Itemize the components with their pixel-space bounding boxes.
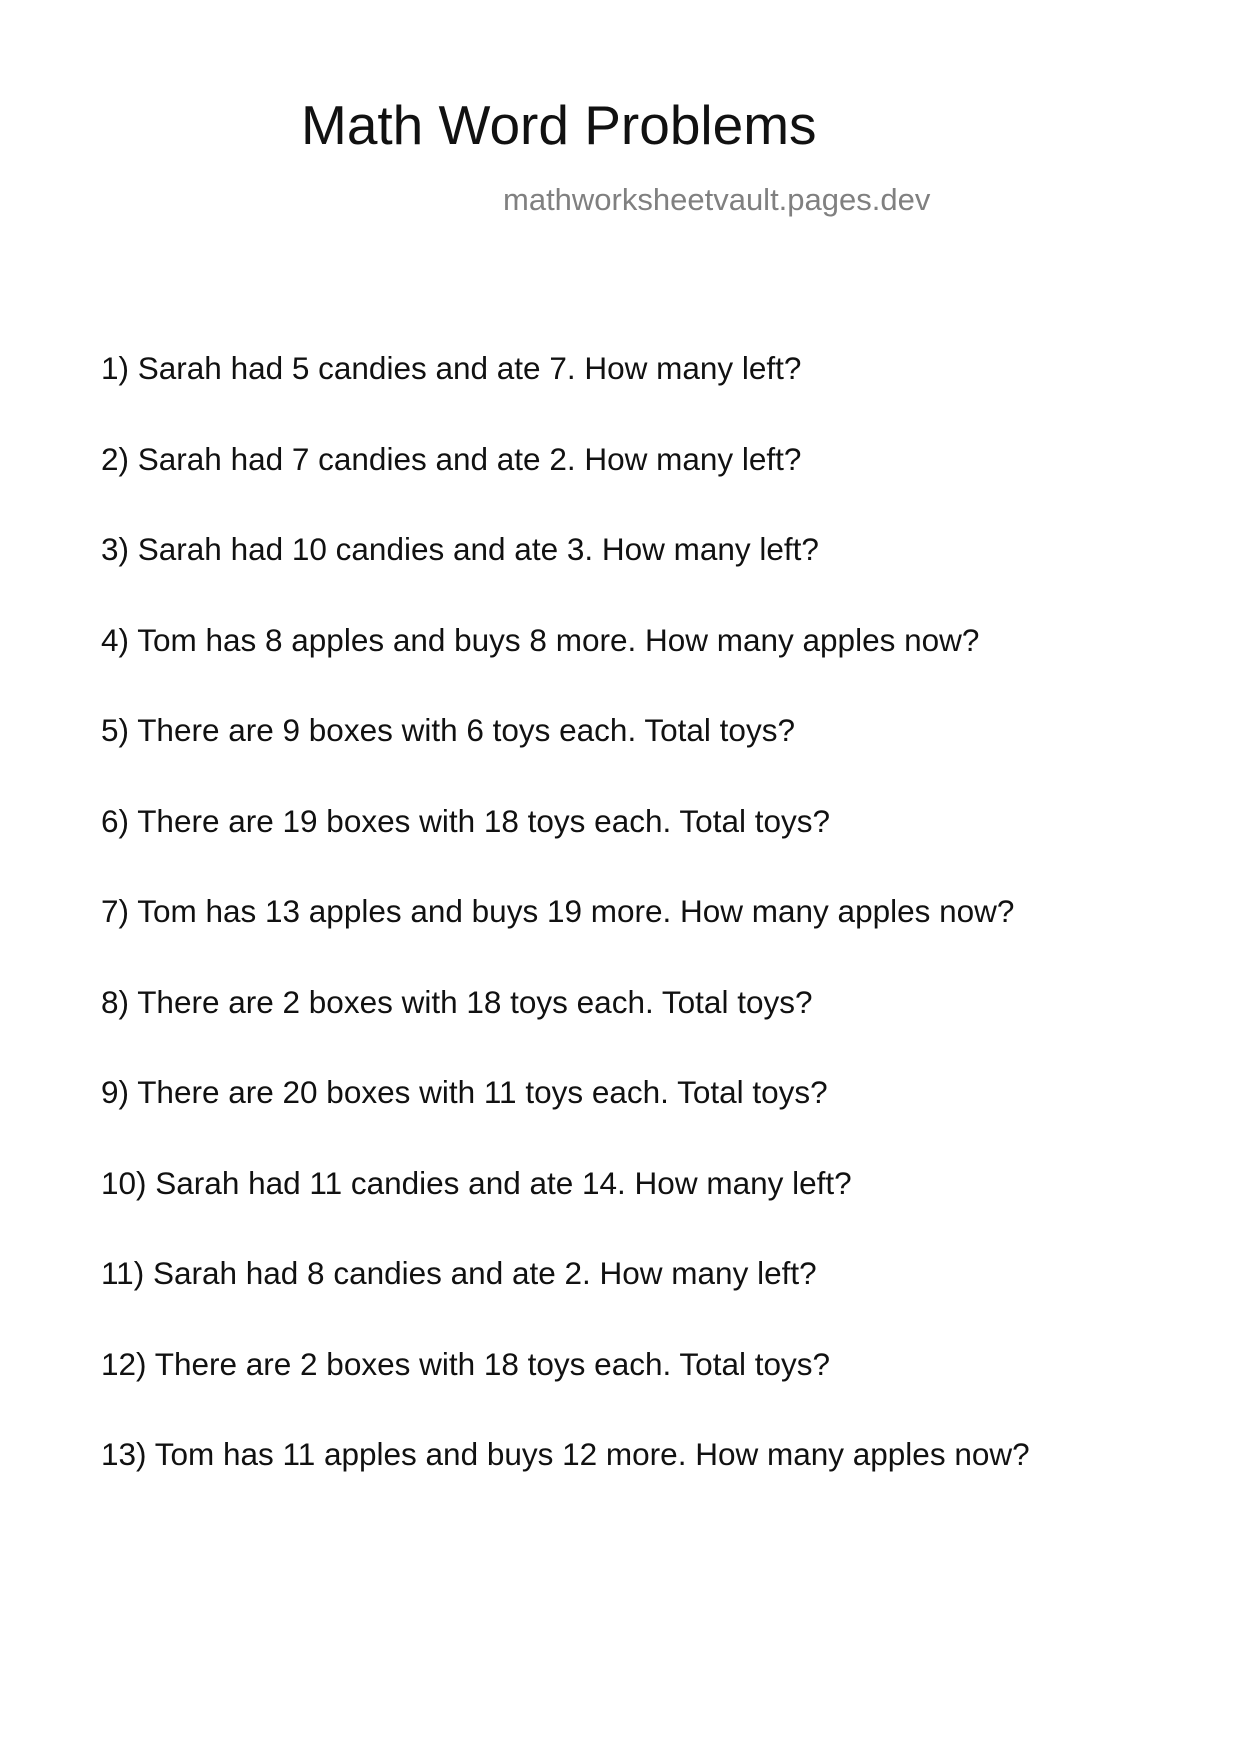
problem-item: 8) There are 2 boxes with 18 toys each. Total toys? xyxy=(101,983,813,1020)
problem-item: 6) There are 19 boxes with 18 toys each. Total toys? xyxy=(101,802,831,839)
problem-item: 5) There are 9 boxes with 6 toys each. Total toys? xyxy=(101,712,795,748)
problem-item: 9) There are 20 boxes with 11 toys each. Total toys? xyxy=(101,1074,828,1110)
problem-item: 13) Tom has 11 apples and buys 12 more. How many apples now? xyxy=(101,1436,1030,1472)
problem-item: 1) Sarah had 5 candies and ate 7. How many left? xyxy=(101,350,802,386)
problem-item: 4) Tom has 8 apples and buys 8 more. How many apples now? xyxy=(101,621,980,658)
problem-item: 12) There are 2 boxes with 18 toys each. Total toys? xyxy=(101,1345,831,1382)
problem-item: 3) Sarah had 10 candies and ate 3. How many left? xyxy=(101,531,819,567)
problem-item: 2) Sarah had 7 candies and ate 2. How many left? xyxy=(101,440,802,477)
problem-item: 7) Tom has 13 apples and buys 19 more. How many apples now? xyxy=(101,893,1015,929)
problem-item: 10) Sarah had 11 candies and ate 14. How many left? xyxy=(101,1164,852,1201)
problem-list xyxy=(101,350,1030,1530)
problem-item: 11) Sarah had 8 candies and ate 2. How many left? xyxy=(101,1255,817,1291)
page-title: Math Word Problems xyxy=(301,94,817,156)
source-url: mathworksheetvault.pages.dev xyxy=(503,182,931,217)
